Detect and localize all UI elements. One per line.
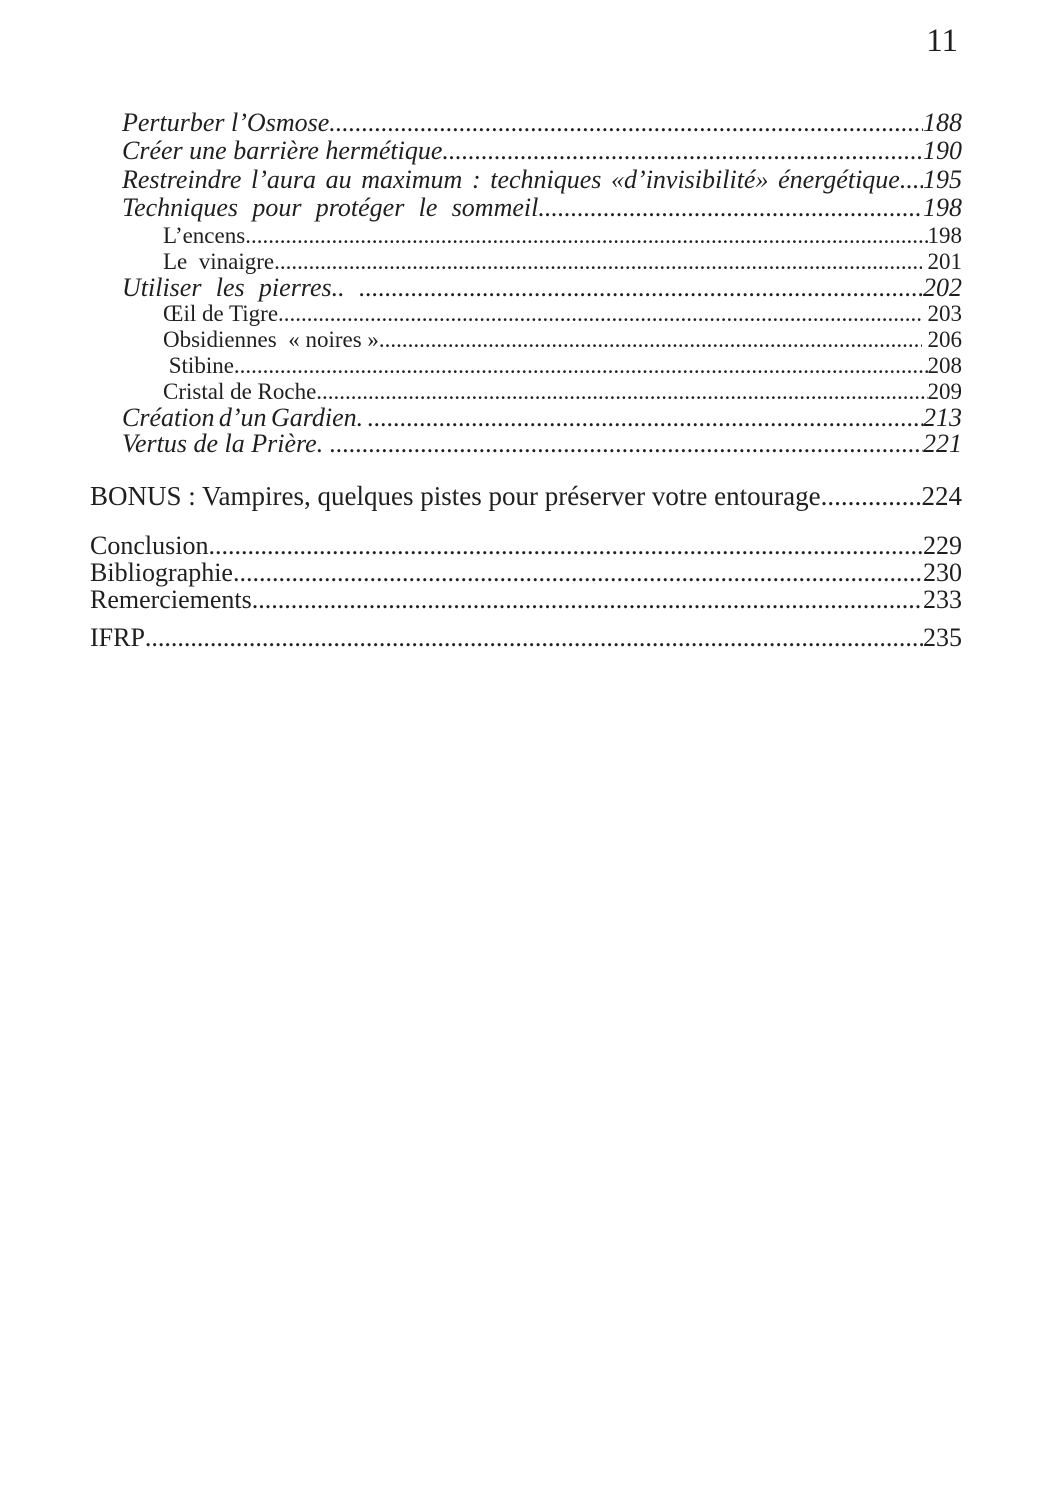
- toc-page: 208: [927, 352, 962, 378]
- toc-row: [90, 272, 962, 302]
- dot-leader: [278, 301, 922, 327]
- toc-label: Conclusion: [90, 530, 209, 560]
- toc-page: 201: [921, 248, 962, 274]
- dot-leader: [252, 586, 923, 613]
- toc-label: Techniques pour protéger le sommeil: [122, 193, 539, 223]
- dot-leader: [821, 481, 922, 511]
- toc-label: Restreindre l’aura au maximum : techniques «d’invisibilité» énergétique: [122, 164, 900, 194]
- toc-row: [90, 194, 962, 222]
- dot-leader: [330, 431, 923, 457]
- toc-row: [90, 532, 962, 559]
- dot-leader: [233, 559, 923, 586]
- dot-leader: [234, 353, 928, 379]
- dot-leader: [538, 194, 923, 222]
- toc-label: L’encens: [163, 222, 246, 248]
- toc-page: 198: [923, 193, 962, 223]
- toc-row: [90, 327, 962, 353]
- dot-leader: [379, 327, 922, 353]
- toc-page: 188: [923, 108, 962, 137]
- toc-page: 190: [923, 136, 962, 166]
- dot-leader: [368, 405, 923, 431]
- toc-label: Bibliographie: [90, 558, 233, 588]
- table-of-contents: [90, 109, 962, 651]
- toc-row: [90, 428, 962, 458]
- toc-row: [90, 109, 962, 137]
- toc-label: Créer une barrière hermétique: [122, 136, 443, 166]
- toc-label: Œil de Tigre: [163, 300, 279, 326]
- toc-label: Utiliser les pierres..: [122, 272, 359, 302]
- toc-page: 203: [921, 300, 962, 326]
- toc-label: Le vinaigre: [163, 248, 275, 274]
- toc-page: 202: [923, 272, 962, 302]
- toc-page: 195: [923, 164, 962, 194]
- toc-page: 235: [923, 622, 962, 652]
- dot-leader: [245, 223, 927, 249]
- dot-leader: [329, 109, 923, 137]
- toc-label: Cristal de Roche: [163, 378, 317, 404]
- toc-page: 198: [927, 222, 962, 248]
- toc-label: IFRP: [90, 622, 145, 652]
- dot-leader: [316, 379, 927, 405]
- dot-leader: [442, 137, 923, 165]
- toc-row-bonus: [90, 481, 962, 511]
- toc-label: Stibine: [163, 352, 234, 378]
- toc-label: Obsidiennes « noires »: [163, 326, 379, 352]
- toc-row: [90, 559, 962, 586]
- dot-leader: [208, 532, 923, 559]
- toc-page: 233: [923, 585, 962, 615]
- toc-row: [90, 624, 962, 651]
- toc-row: [90, 166, 962, 194]
- toc-page: 206: [921, 326, 962, 352]
- toc-page: 209: [927, 378, 962, 404]
- page-number: 11: [926, 23, 958, 59]
- toc-label: Remerciements: [90, 585, 252, 615]
- toc-label: BONUS : Vampires, quelques pistes pour préserver votre entourage: [90, 480, 821, 511]
- toc-page: 230: [923, 558, 962, 588]
- dot-leader: [145, 624, 923, 651]
- dot-leader: [274, 249, 922, 275]
- toc-page: 224: [921, 480, 962, 511]
- toc-row: [90, 353, 962, 379]
- toc-page: 229: [923, 530, 962, 560]
- toc-row: [90, 402, 962, 432]
- toc-row: [90, 301, 962, 327]
- toc-row: [90, 379, 962, 405]
- toc-label: Création d’un Gardien.: [122, 402, 368, 432]
- toc-label: Perturber l’Osmose: [122, 108, 330, 137]
- back-matter-block: [90, 532, 962, 614]
- toc-row: [90, 586, 962, 613]
- toc-label: Vertus de la Prière.: [122, 428, 330, 458]
- toc-row: [90, 249, 962, 275]
- toc-row: [90, 223, 962, 249]
- dot-leader: [900, 166, 923, 194]
- toc-row: [90, 137, 962, 165]
- toc-page: 221: [923, 428, 962, 458]
- dot-leader: [359, 275, 923, 301]
- toc-page: 213: [923, 402, 962, 432]
